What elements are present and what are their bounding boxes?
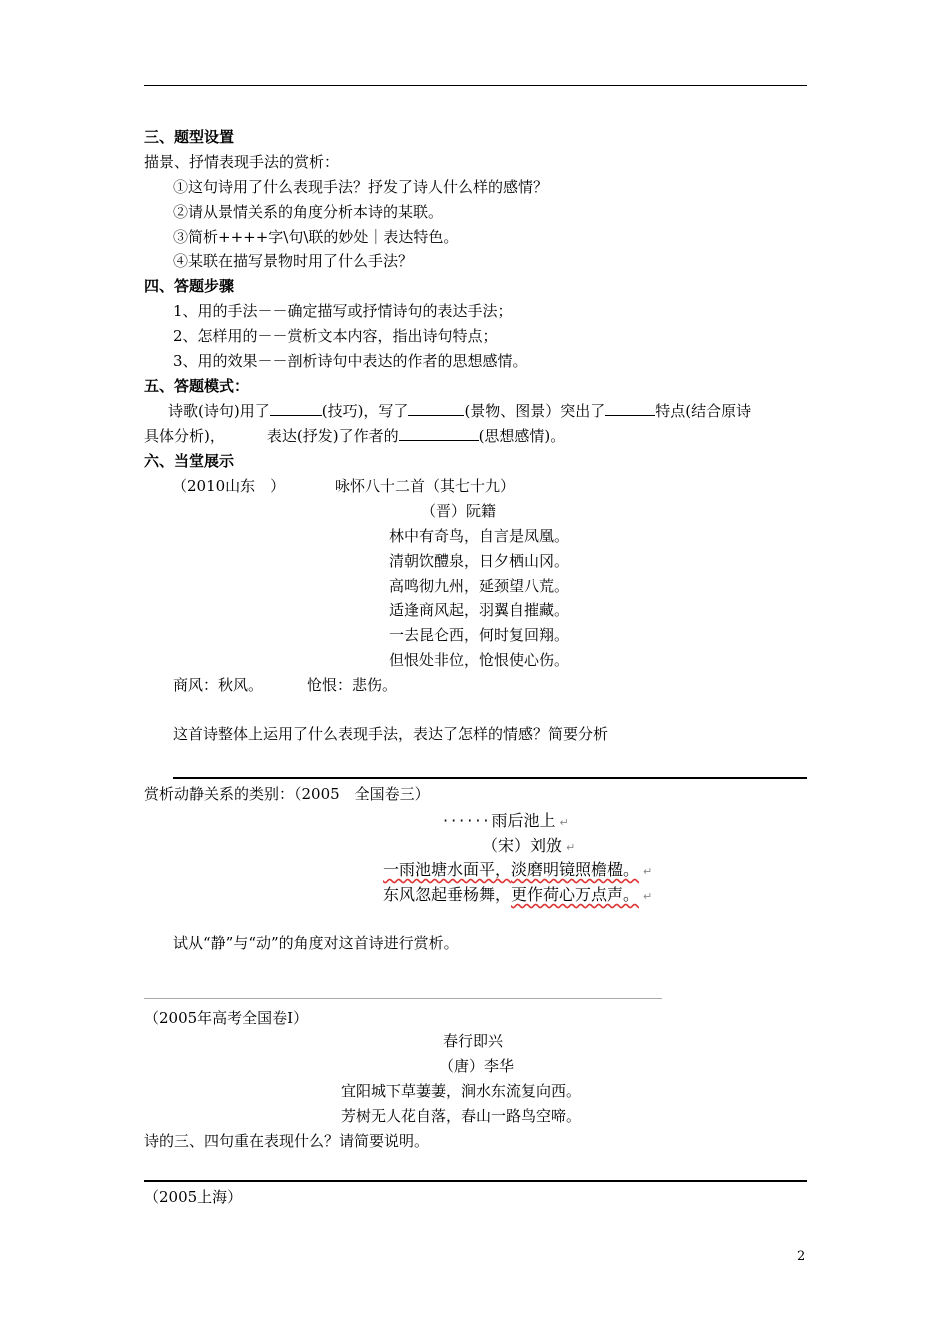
return-mark-icon: ↵ [643, 865, 653, 878]
poem1-line: 高鸣彻九州，延颈望八荒。 [389, 577, 570, 595]
poem2-intro: 赏析动静关系的类别：（2005 全国卷三） [144, 785, 430, 803]
template-text: 特点(结合原诗 [655, 402, 752, 420]
poem2-title: ······雨后池上 ↵ [443, 811, 569, 830]
template-text: (技巧)，写了 [321, 402, 409, 420]
poem1-line: 但恨处非位，怆恨使心伤。 [389, 651, 570, 669]
poem3-line: 宜阳城下草萋萋，涧水东流复向西。 [341, 1082, 582, 1100]
section3-item: ①这句诗用了什么表现手法？抒发了诗人什么样的感情？ [173, 178, 549, 196]
template-text: 诗歌(诗句)用了 [168, 402, 270, 420]
poem1-note: 怆恨：悲伤。 [307, 676, 398, 694]
blank-technique [270, 401, 322, 416]
poem2-line-part: 淡磨明镜照檐楹。 [511, 860, 640, 879]
answer-rule [173, 777, 807, 779]
poem3-line: 芳树无人花自落，春山一路鸟空啼。 [341, 1107, 582, 1125]
poem1-line: 适逢商风起，羽翼自摧藏。 [389, 601, 570, 619]
top-rule [144, 85, 807, 86]
poem1-line: 林中有奇鸟，自言是凤凰。 [389, 527, 570, 545]
poem2-line-part: 更作荷心万点声。 [511, 885, 640, 904]
poem1-line: 清朝饮醴泉，日夕栖山冈。 [389, 552, 570, 570]
section3-intro: 描景、抒情表现手法的赏析： [144, 153, 340, 171]
poem1-line: 一去昆仑西，何时复回翔。 [389, 626, 570, 644]
poem1-source: （2010山东 ） [172, 477, 286, 495]
poem3-question: 诗的三、四句重在表现什么？请简要说明。 [144, 1132, 430, 1150]
return-mark-icon: ↵ [643, 890, 653, 903]
template-text: (思想感情)。 [478, 427, 566, 445]
poem1-author: （晋）阮籍 [421, 502, 497, 520]
section3-heading: 三、题型设置 [144, 128, 235, 146]
answer-rule [144, 1180, 807, 1182]
blank-emotion [399, 426, 479, 441]
poem3-author: （唐）李华 [439, 1057, 515, 1075]
poem2-line-part: 东风忽起垂杨舞， [383, 885, 512, 904]
return-mark-icon: ↵ [559, 816, 569, 829]
template-text: 表达(抒发)了作者的 [266, 427, 399, 445]
poem2-author [482, 836, 575, 858]
answer-template-line1 [168, 401, 751, 421]
blank-scene [408, 401, 464, 416]
section3-item: ③简析++++字\句\联的妙处｜表达特色。 [173, 228, 459, 246]
poem1-title: 咏怀八十二首（其七十九） [335, 477, 516, 495]
poem3-title: 春行即兴 [443, 1032, 504, 1050]
poem2-author-text: （宋）刘攽 [482, 836, 563, 855]
poem2-line [383, 860, 652, 882]
section6-heading: 六、当堂展示 [144, 452, 235, 470]
answer-template-line2 [144, 426, 565, 446]
section4-step: 1、用的手法－－确定描写或抒情诗句的表达手法； [173, 302, 513, 320]
page-number: 2 [797, 1249, 806, 1264]
poem2-title-text: 雨后池上 [491, 811, 556, 830]
template-text: (景物、图景）突出了 [464, 402, 606, 420]
poem2-line-part: 一雨池塘水面平， [383, 860, 512, 879]
thin-rule [144, 998, 662, 999]
section5-heading: 五、答题模式： [144, 377, 250, 395]
section4-step: 3、用的效果－－剖析诗句中表达的作者的思想感情。 [173, 352, 528, 370]
blank-feature [605, 401, 655, 416]
poem4-source: （2005上海） [144, 1188, 243, 1206]
section4-step: 2、怎样用的－－赏析文本内容，指出诗句特点； [173, 327, 498, 345]
template-text: 具体分析)， [144, 427, 225, 445]
section3-item: ②请从景情关系的角度分析本诗的某联。 [173, 203, 444, 221]
poem1-question: 这首诗整体上运用了什么表现手法，表达了怎样的情感？简要分析 [173, 725, 609, 743]
section3-item: ④某联在描写景物时用了什么手法？ [173, 252, 414, 270]
return-mark-icon: ↵ [566, 841, 576, 854]
poem3-source: （2005年高考全国卷Ⅰ） [144, 1009, 309, 1027]
poem1-note: 商风：秋风。 [173, 676, 264, 694]
section4-heading: 四、答题步骤 [144, 277, 235, 295]
poem2-question: 试从“静”与“动”的角度对这首诗进行赏析。 [173, 934, 459, 952]
poem2-line [383, 885, 652, 907]
